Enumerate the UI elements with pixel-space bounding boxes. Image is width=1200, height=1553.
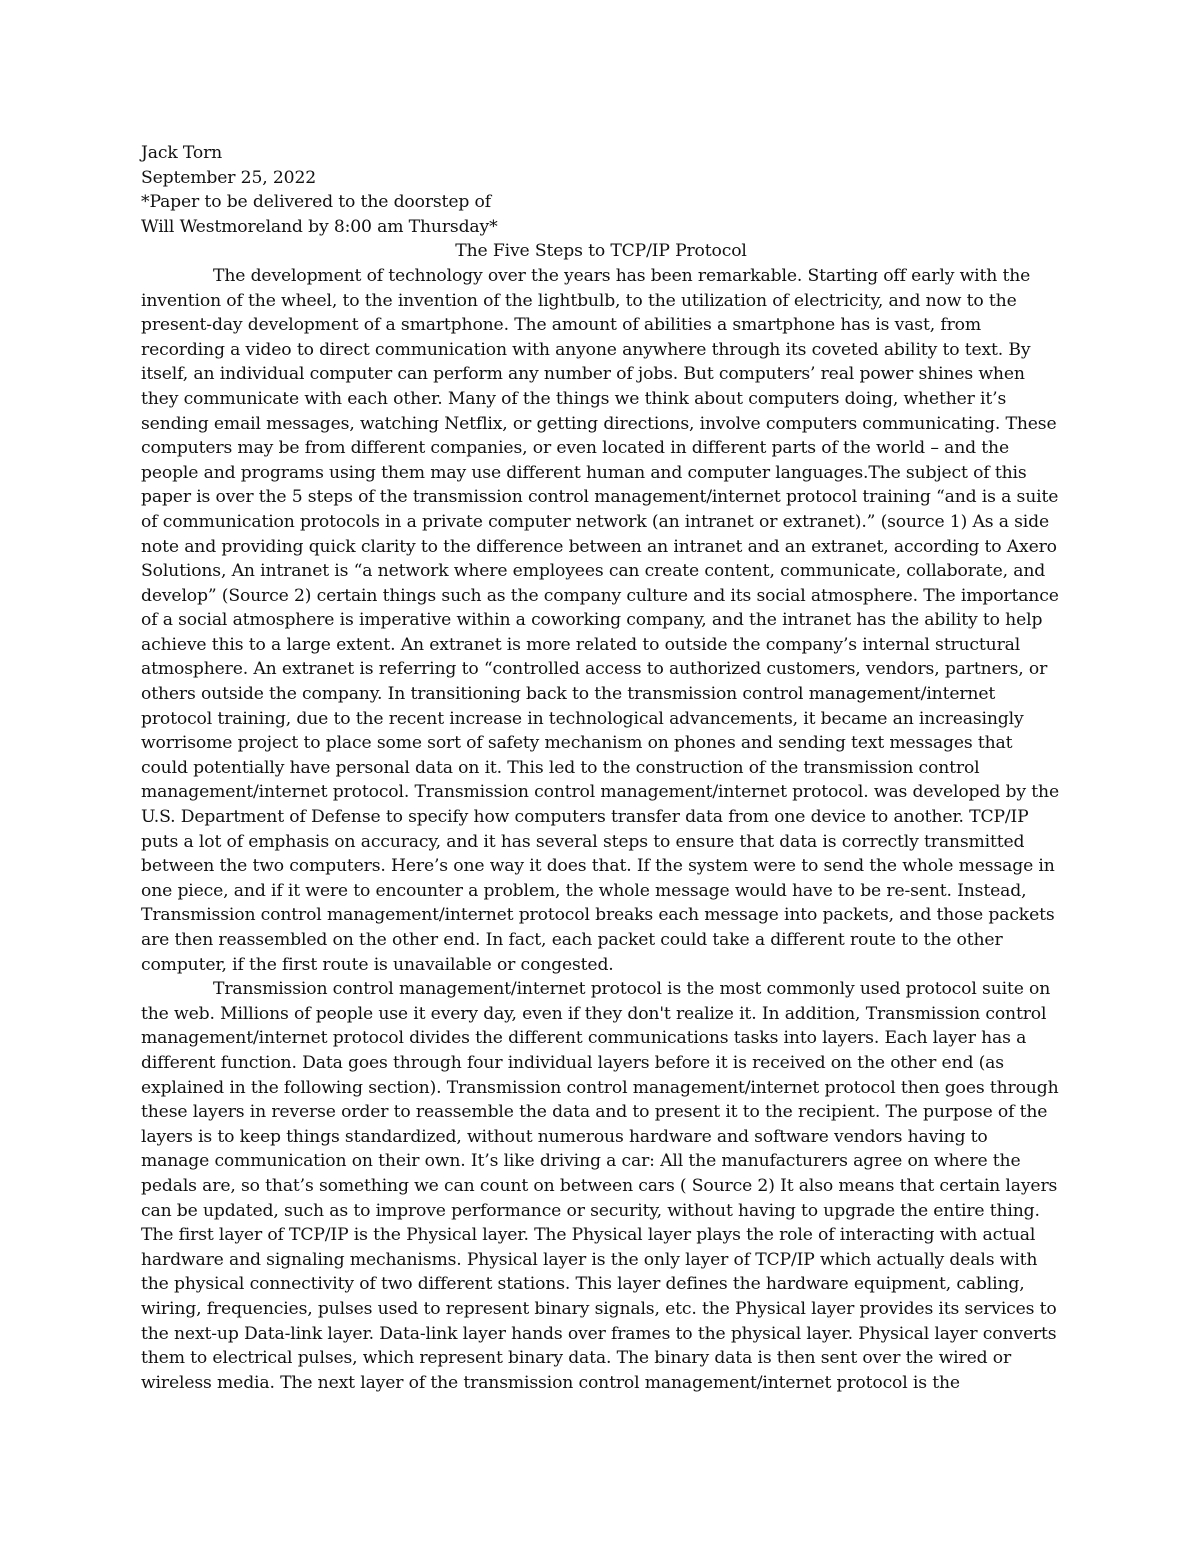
body-paragraph: The development of technology over the years has been remarkable. Starting off early with the invention of the wheel, to the invention of the lightbulb, to the utilization of electricity, and now to the present-day development of a smartphone. The amount of abilities a smartphone has is vast, from recording a video to direct communication with anyone anywhere through its coveted ability to text. By itself, an individual computer can perform any number of jobs. But computers’ real power shines when they communicate with each other. Many of the things we think about computers doing, whether it’s sending email messages, watching Netflix, or getting directions, involve computers communicating. These computers may be from different companies, or even located in different parts of the world – and the people and programs using them may use different human and computer languages.The subject of this paper is over the 5 steps of the transmission control management/internet protocol training “and is a suite of communication protocols in a private computer network (an intranet or extranet).” (source 1) As a side note and providing quick clarity to the difference between an intranet and an extranet, according to Axero Solutions, An intranet is “a network where employees can create content, communicate, collaborate, and develop” (Source 2) certain things such as the company culture and its social atmosphere. The importance of a social atmosphere is imperative within a coworking company, and the intranet has the ability to help achieve this to a large extent. An extranet is more related to outside the company’s internal structural atmosphere. An extranet is referring to “controlled access to authorized customers, vendors, partners, or others outside the company. In transitioning back to the transmission control management/internet protocol training, due to the recent increase in technological advancements, it became an increasingly worrisome project to place some sort of safety mechanism on phones and sending text messages that could potentially have personal data on it. This led to the construction of the transmission control management/internet protocol. Transmission control management/internet protocol. was developed by the U.S. Department of Defense to specify how computers transfer data from one device to another. TCP/IP puts a lot of emphasis on accuracy, and it has several steps to ensure that data is correctly transmitted between the two computers. Here’s one way it does that. If the system were to send the whole message in one piece, and if it were to encounter a problem, the whole message would have to be re-sent. Instead, Transmission control management/internet protocol breaks each message into packets, and those packets are then reassembled on the other end. In fact, each packet could take a different route to the other computer, if the first route is unavailable or congested. bbox=[141, 265, 1059, 975]
delivery-note-line-1: *Paper to be delivered to the doorstep of bbox=[141, 192, 491, 213]
document-date: September 25, 2022 bbox=[141, 167, 317, 188]
body-paragraph: Transmission control management/internet protocol is the most commonly used protocol suite on the web. Millions of people use it every day, even if they don't realize it. In addition, Transmission control management/internet protocol divides the different communications tasks into layers. Each layer has a different function. Data goes through four individual layers before it is received on the other end (as explained in the following section). Transmission control management/internet protocol then goes through these layers in reverse order to reassemble the data and to present it to the recipient. The purpose of the layers is to keep things standardized, without numerous hardware and software vendors having to manage communication on their own. It’s like driving a car: All the manufacturers agree on where the pedals are, so that’s something we can count on between cars ( Source 2) It also means that certain layers can be updated, such as to improve performance or security, without having to upgrade the entire thing. The first layer of TCP/IP is the Physical layer. The Physical layer plays the role of interacting with actual hardware and signaling mechanisms. Physical layer is the only layer of TCP/IP which actually deals with the physical connectivity of two different stations. This layer defines the hardware equipment, cabling, wiring, frequencies, pulses used to represent binary signals, etc. the Physical layer provides its services to the next-up Data-link layer. Data-link layer hands over frames to the physical layer. Physical layer converts them to electrical pulses, which represent binary data. The binary data is then sent over the wired or wireless media. The next layer of the transmission control management/internet protocol is the bbox=[141, 979, 1059, 1393]
document-page bbox=[141, 141, 1061, 1395]
paper-title: The Five Steps to TCP/IP Protocol bbox=[455, 241, 747, 262]
author-name: Jack Torn bbox=[141, 143, 223, 163]
delivery-note-line-2: Will Westmoreland by 8:00 am Thursday* bbox=[141, 216, 498, 237]
